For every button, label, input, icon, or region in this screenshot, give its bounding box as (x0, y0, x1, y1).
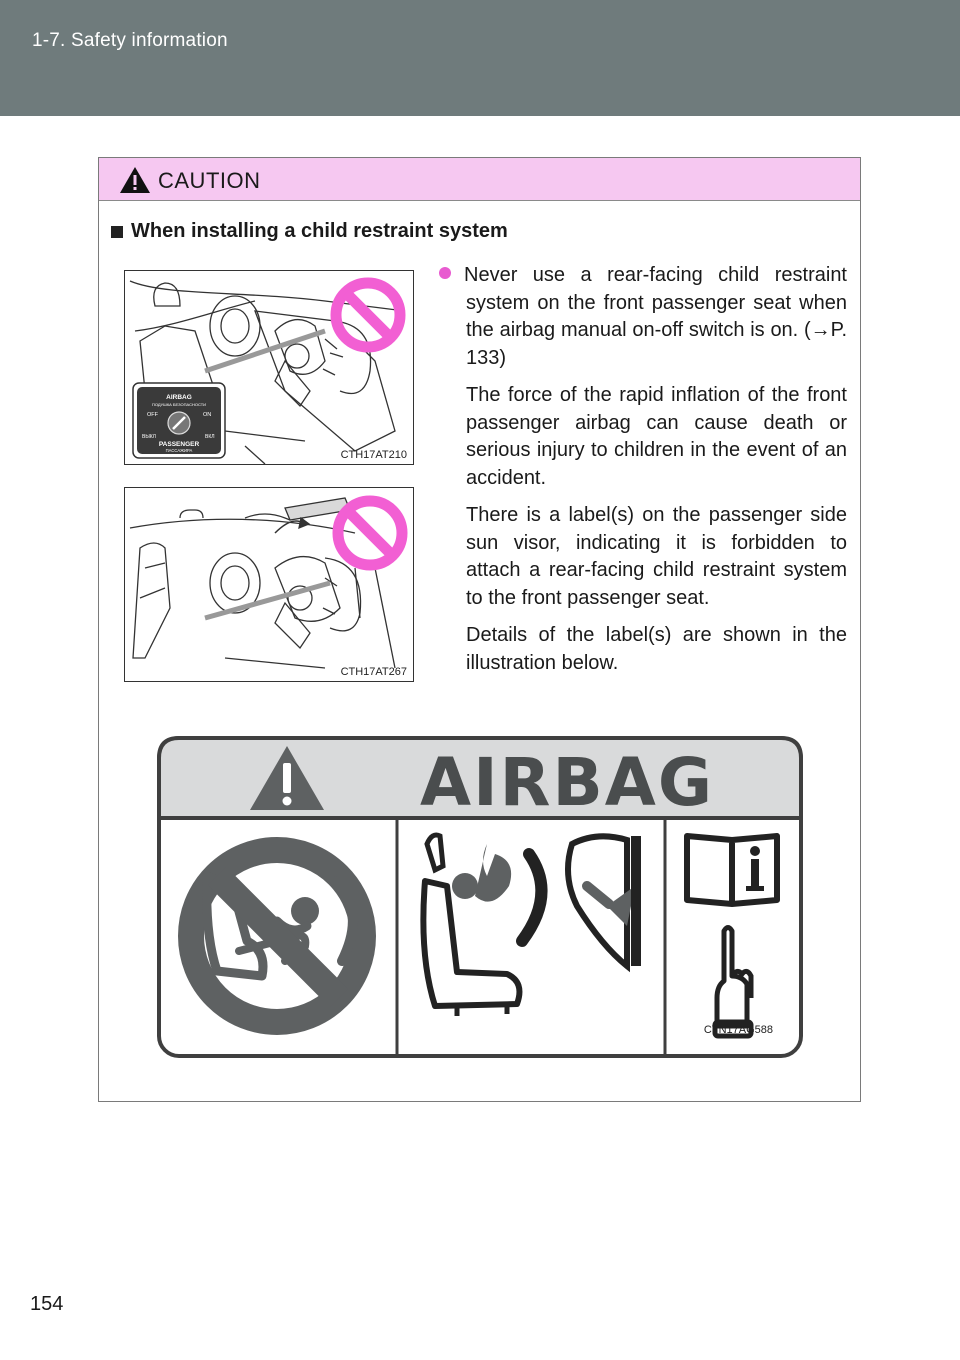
switch-on-ru: ВКЛ (205, 434, 215, 440)
illustration-sun-visor (124, 487, 414, 682)
page-number: 154 (30, 1293, 64, 1315)
airbag-warning-label (157, 736, 803, 1058)
switch-off-ru: ВЫКЛ (142, 434, 156, 440)
illustration-code: CTH17AT267 (340, 666, 407, 678)
square-bullet-icon (111, 226, 123, 238)
caution-text (439, 262, 847, 687)
header-bar (0, 0, 960, 116)
caution-label: CAUTION (158, 168, 261, 193)
bullet-paragraph: Never use a rear-facing child restraint system on the front passenger seat when the airbag manual on-off switch is on. (→P. 133) (466, 262, 847, 372)
prohibition-icon (336, 283, 400, 347)
paragraph: Details of the label(s) are shown in the illustration below. (466, 624, 847, 674)
caution-box (98, 157, 861, 1102)
section-title: 1-7. Safety information (32, 30, 228, 51)
switch-passenger-ru: ПАССАЖИРА (165, 448, 193, 453)
paragraph: There is a label(s) on the passenger side sun visor, indicating it is forbidden to attach a rear-facing child restraint system to the front passenger seat. (466, 504, 847, 609)
label-code: CTN17AG588 (703, 1024, 773, 1036)
switch-passenger: PASSENGER (158, 441, 200, 448)
switch-title: AIRBAG (166, 394, 192, 401)
caution-header (99, 158, 860, 201)
warning-triangle-icon (119, 166, 151, 194)
switch-off-label: OFF (147, 412, 158, 418)
airbag-title: AIRBAG (419, 744, 715, 821)
paragraph: The force of the rapid inflation of the front passenger airbag can cause death or serious injury to children in the event of an accident. (466, 384, 847, 489)
bullet-dot-icon (439, 267, 451, 279)
sun-visor-drawing (125, 488, 413, 681)
switch-subtitle: ПОДУШКА БЕЗОПАСНОСТИ (151, 402, 207, 407)
switch-on-label: ON (203, 412, 212, 418)
illustration-code: CTH17AT210 (340, 449, 407, 461)
caution-subheading (111, 220, 508, 243)
car-interior-drawing (125, 271, 413, 464)
prohibition-icon (338, 501, 402, 565)
subheading-text: When installing a child restraint system (131, 220, 508, 242)
illustration-airbag-switch (124, 270, 414, 465)
